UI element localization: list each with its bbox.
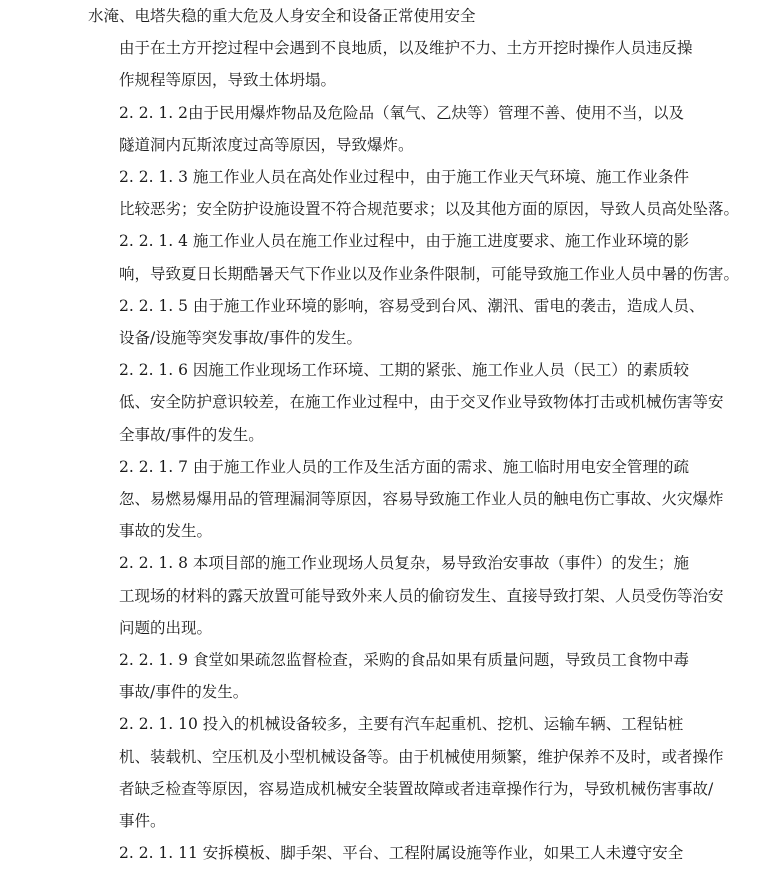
text-line: 水淹、电塔失稳的重大危及人身安全和设备正常使用安全 bbox=[88, 7, 476, 25]
paragraph bbox=[88, 644, 712, 708]
text-line: 设备/设施等突发事故/事件的发生。 bbox=[119, 329, 362, 348]
paragraph bbox=[88, 32, 712, 96]
paragraph bbox=[88, 225, 740, 289]
text-line: 比较恶劣；安全防护设施设置不符合规范要求；以及其他方面的原因，导致人员高处坠落。 bbox=[119, 200, 740, 219]
text-line: 2. 2. 1. 6 因施工作业现场工作环境、工期的紧张、施工作业人员（民工）的素质较 bbox=[119, 361, 689, 380]
text-line: 响，导致夏日长期酷暑天气下作业以及作业条件限制，可能导致施工作业人员中暑的伤害。 bbox=[119, 264, 740, 283]
text-line: 2. 2. 1. 2由于民用爆炸物品及危险品（氧气、乙炔等）管理不善、使用不当，以及 bbox=[119, 103, 685, 122]
text-line: 2. 2. 1. 10 投入的机械设备较多，主要有汽车起重机、挖机、运输车辆、工程钻桩 bbox=[119, 715, 684, 734]
text-line: 事件。 bbox=[119, 812, 166, 831]
text-line: 问题的出现。 bbox=[119, 618, 213, 637]
text-line: 2. 2. 1. 7 由于施工作业人员的工作及生活方面的需求、施工临时用电安全管理的疏 bbox=[119, 457, 689, 476]
text-line: 2. 2. 1. 3 施工作业人员在高处作业过程中，由于施工作业天气环境、施工作业条件 bbox=[119, 168, 689, 187]
text-line: 全事故/事件的发生。 bbox=[119, 425, 264, 444]
text-line: 事故/事件的发生。 bbox=[119, 683, 249, 702]
paragraph bbox=[88, 708, 724, 837]
paragraph bbox=[88, 0, 712, 32]
text-line: 工现场的材料的露天放置可能导致外来人员的偷窃发生、直接导致打架、人员受伤等治安 bbox=[119, 586, 724, 605]
paragraph bbox=[88, 290, 712, 354]
paragraph bbox=[88, 354, 724, 451]
text-line: 2. 2. 1. 8 本项目部的施工作业现场人员复杂，易导致治安事故（事件）的发生；施 bbox=[119, 554, 689, 573]
text-line: 2. 2. 1. 5 由于施工作业环境的影响，容易受到台风、潮汛、雷电的袭击，造成人员、 bbox=[119, 296, 705, 315]
text-line: 2. 2. 1. 9 食堂如果疏忽监督检查，采购的食品如果有质量问题，导致员工食物中毒 bbox=[119, 651, 689, 670]
text-line: 者缺乏检查等原因，容易造成机械安全装置故障或者违章操作行为，导致机械伤害事故/ bbox=[119, 779, 714, 798]
text-line: 机、装载机、空压机及小型机械设备等。由于机械使用频繁，维护保养不及时，或者操作 bbox=[119, 747, 724, 766]
text-line: 忽、易燃易爆用品的管理漏洞等原因，容易导致施工作业人员的触电伤亡事故、火灾爆炸 bbox=[119, 490, 724, 509]
text-line: 低、安全防护意识较差，在施工作业过程中，由于交叉作业导致物体打击或机械伤害等安 bbox=[119, 393, 724, 412]
text-line: 2. 2. 1. 11 安拆模板、脚手架、平台、工程附属设施等作业，如果工人未遵守安全 bbox=[119, 844, 684, 863]
text-line: 事故的发生。 bbox=[119, 522, 213, 541]
paragraph bbox=[88, 161, 740, 225]
text-line: 2. 2. 1. 4 施工作业人员在施工作业过程中，由于施工进度要求、施工作业环境的影 bbox=[119, 232, 689, 251]
paragraph bbox=[88, 837, 712, 869]
text-line: 作规程等原因，导致土体坍塌。 bbox=[119, 71, 337, 90]
paragraph bbox=[88, 451, 724, 548]
paragraph bbox=[88, 97, 712, 161]
text-line: 隧道洞内瓦斯浓度过高等原因，导致爆炸。 bbox=[119, 135, 414, 154]
paragraph bbox=[88, 547, 724, 644]
document-body bbox=[88, 0, 740, 869]
text-line: 由于在土方开挖过程中会遇到不良地质，以及维护不力、土方开挖时操作人员违反操 bbox=[119, 39, 693, 58]
